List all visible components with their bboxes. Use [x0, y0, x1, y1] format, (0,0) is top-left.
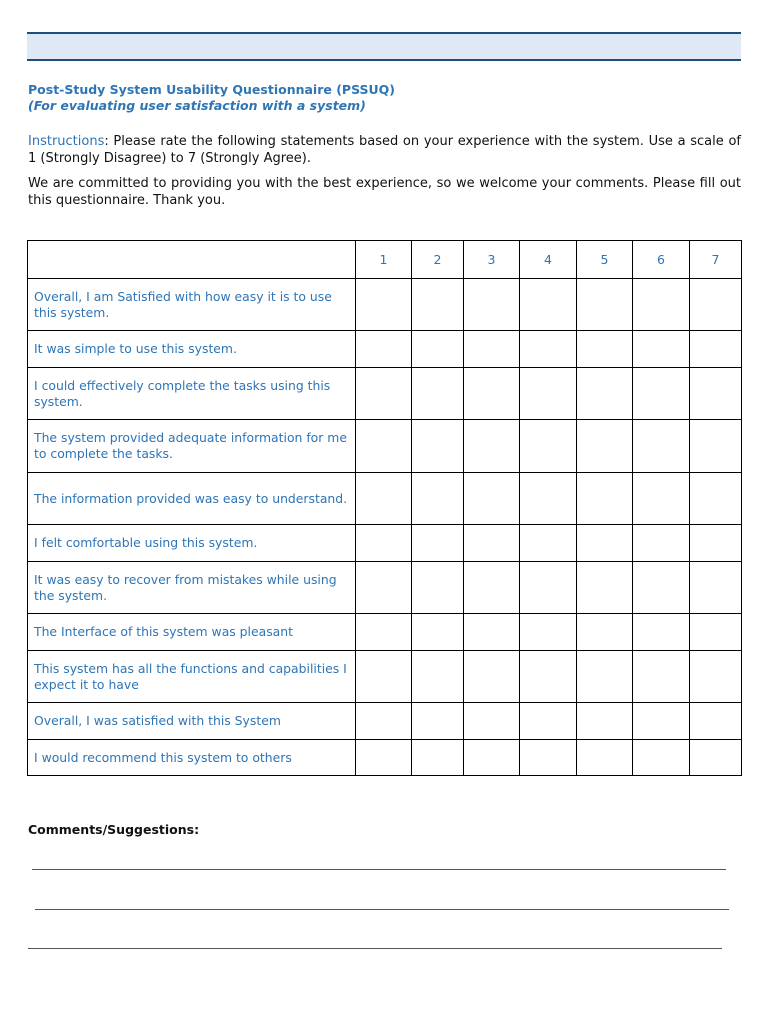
rating-cell-6[interactable]	[633, 279, 690, 331]
rating-cell-4[interactable]	[520, 368, 577, 420]
statement-text: I would recommend this system to others	[28, 740, 356, 776]
scale-header-1: 1	[356, 241, 412, 279]
rating-cell-5[interactable]	[577, 473, 633, 525]
scale-header-6: 6	[633, 241, 690, 279]
rating-cell-4[interactable]	[520, 703, 577, 740]
rating-cell-3[interactable]	[464, 420, 520, 473]
rating-cell-1[interactable]	[356, 279, 412, 331]
statement-row	[28, 473, 742, 525]
statement-row	[28, 525, 742, 562]
scale-header-2: 2	[412, 241, 464, 279]
instructions-paragraph	[28, 134, 741, 167]
rating-cell-4[interactable]	[520, 331, 577, 368]
rating-cell-5[interactable]	[577, 562, 633, 614]
title-line-2: (For evaluating user satisfaction with a system)	[28, 98, 366, 113]
rating-cell-3[interactable]	[464, 525, 520, 562]
rating-cell-2[interactable]	[412, 473, 464, 525]
rating-cell-2[interactable]	[412, 703, 464, 740]
rating-cell-6[interactable]	[633, 368, 690, 420]
rating-cell-6[interactable]	[633, 703, 690, 740]
title-line-1: Post-Study System Usability Questionnaire (PSSUQ)	[28, 82, 396, 97]
rating-cell-1[interactable]	[356, 651, 412, 703]
rating-cell-5[interactable]	[577, 740, 633, 776]
rating-cell-4[interactable]	[520, 651, 577, 703]
instructions-label: Instructions	[28, 134, 105, 149]
statement-text: I could effectively complete the tasks using this system.	[28, 368, 356, 420]
statement-text: I felt comfortable using this system.	[28, 525, 356, 562]
rating-cell-7[interactable]	[690, 473, 742, 525]
statement-row	[28, 562, 742, 614]
comment-line-2[interactable]	[35, 909, 729, 910]
statement-text: It was easy to recover from mistakes while using the system.	[28, 562, 356, 614]
rating-cell-7[interactable]	[690, 368, 742, 420]
scale-header-5: 5	[577, 241, 633, 279]
scale-header-3: 3	[464, 241, 520, 279]
statement-row	[28, 368, 742, 420]
statement-text: The Interface of this system was pleasant	[28, 614, 356, 651]
statement-row	[28, 703, 742, 740]
statement-row	[28, 331, 742, 368]
rating-cell-4[interactable]	[520, 614, 577, 651]
rating-cell-5[interactable]	[577, 331, 633, 368]
rating-cell-2[interactable]	[412, 279, 464, 331]
statement-text: Overall, I was satisfied with this System	[28, 703, 356, 740]
rating-cell-7[interactable]	[690, 740, 742, 776]
rating-cell-3[interactable]	[464, 368, 520, 420]
rating-cell-4[interactable]	[520, 525, 577, 562]
rating-cell-3[interactable]	[464, 614, 520, 651]
rating-cell-1[interactable]	[356, 703, 412, 740]
rating-cell-6[interactable]	[633, 525, 690, 562]
rating-cell-1[interactable]	[356, 473, 412, 525]
rating-cell-6[interactable]	[633, 331, 690, 368]
rating-cell-3[interactable]	[464, 279, 520, 331]
statement-text: This system has all the functions and capabilities I expect it to have	[28, 651, 356, 703]
rating-cell-5[interactable]	[577, 368, 633, 420]
rating-cell-6[interactable]	[633, 473, 690, 525]
rating-cell-6[interactable]	[633, 420, 690, 473]
rating-cell-3[interactable]	[464, 651, 520, 703]
scale-header-7: 7	[690, 241, 742, 279]
rating-cell-7[interactable]	[690, 279, 742, 331]
rating-cell-2[interactable]	[412, 368, 464, 420]
statement-row	[28, 279, 742, 331]
rating-cell-5[interactable]	[577, 651, 633, 703]
rating-cell-7[interactable]	[690, 703, 742, 740]
comment-line-1[interactable]	[32, 869, 726, 870]
rating-cell-1[interactable]	[356, 331, 412, 368]
rating-cell-3[interactable]	[464, 703, 520, 740]
rating-cell-6[interactable]	[633, 614, 690, 651]
scale-header-row	[28, 241, 742, 279]
scale-header-4: 4	[520, 241, 577, 279]
statement-row	[28, 651, 742, 703]
rating-cell-7[interactable]	[690, 614, 742, 651]
statement-row	[28, 614, 742, 651]
rating-cell-4[interactable]	[520, 740, 577, 776]
rating-cell-2[interactable]	[412, 525, 464, 562]
rating-cell-6[interactable]	[633, 651, 690, 703]
rating-cell-1[interactable]	[356, 525, 412, 562]
rating-cell-1[interactable]	[356, 368, 412, 420]
rating-cell-7[interactable]	[690, 525, 742, 562]
rating-cell-3[interactable]	[464, 473, 520, 525]
instructions-text: : Please rate the following statements based on your experience with the system. Use a scale of 1 (Strongly Disagree) to 7 (Strongly Agree).	[28, 134, 741, 166]
statement-text: Overall, I am Satisfied with how easy it is to use this system.	[28, 279, 356, 331]
header-blank-cell	[28, 241, 356, 279]
rating-cell-2[interactable]	[412, 420, 464, 473]
statement-text: It was simple to use this system.	[28, 331, 356, 368]
rating-cell-3[interactable]	[464, 331, 520, 368]
comment-line-3[interactable]	[28, 948, 722, 949]
rating-cell-5[interactable]	[577, 614, 633, 651]
statement-row	[28, 420, 742, 473]
rating-cell-1[interactable]	[356, 562, 412, 614]
comments-label: Comments/Suggestions:	[28, 822, 200, 837]
statement-text: The system provided adequate information for me to complete the tasks.	[28, 420, 356, 473]
rating-cell-1[interactable]	[356, 740, 412, 776]
statement-row	[28, 740, 742, 776]
rating-cell-6[interactable]	[633, 562, 690, 614]
rating-cell-2[interactable]	[412, 331, 464, 368]
page-title	[28, 82, 742, 114]
rating-cell-5[interactable]	[577, 703, 633, 740]
rating-cell-3[interactable]	[464, 562, 520, 614]
rating-cell-5[interactable]	[577, 279, 633, 331]
rating-cell-1[interactable]	[356, 614, 412, 651]
rating-cell-7[interactable]	[690, 651, 742, 703]
rating-cell-7[interactable]	[690, 420, 742, 473]
rating-cell-4[interactable]	[520, 279, 577, 331]
rating-cell-2[interactable]	[412, 740, 464, 776]
rating-cell-7[interactable]	[690, 562, 742, 614]
rating-table	[27, 240, 742, 776]
rating-cell-4[interactable]	[520, 420, 577, 473]
rating-cell-4[interactable]	[520, 473, 577, 525]
rating-cell-5[interactable]	[577, 420, 633, 473]
rating-cell-6[interactable]	[633, 740, 690, 776]
rating-cell-3[interactable]	[464, 740, 520, 776]
statement-text: The information provided was easy to understand.	[28, 473, 356, 525]
rating-cell-7[interactable]	[690, 331, 742, 368]
rating-cell-2[interactable]	[412, 562, 464, 614]
rating-cell-2[interactable]	[412, 651, 464, 703]
rating-cell-5[interactable]	[577, 525, 633, 562]
rating-cell-1[interactable]	[356, 420, 412, 473]
rating-cell-2[interactable]	[412, 614, 464, 651]
rating-cell-4[interactable]	[520, 562, 577, 614]
header-band	[27, 32, 741, 61]
intro-paragraph: We are committed to providing you with the best experience, so we welcome your comments. Please fill out this questionnaire. Thank you.	[28, 176, 741, 208]
